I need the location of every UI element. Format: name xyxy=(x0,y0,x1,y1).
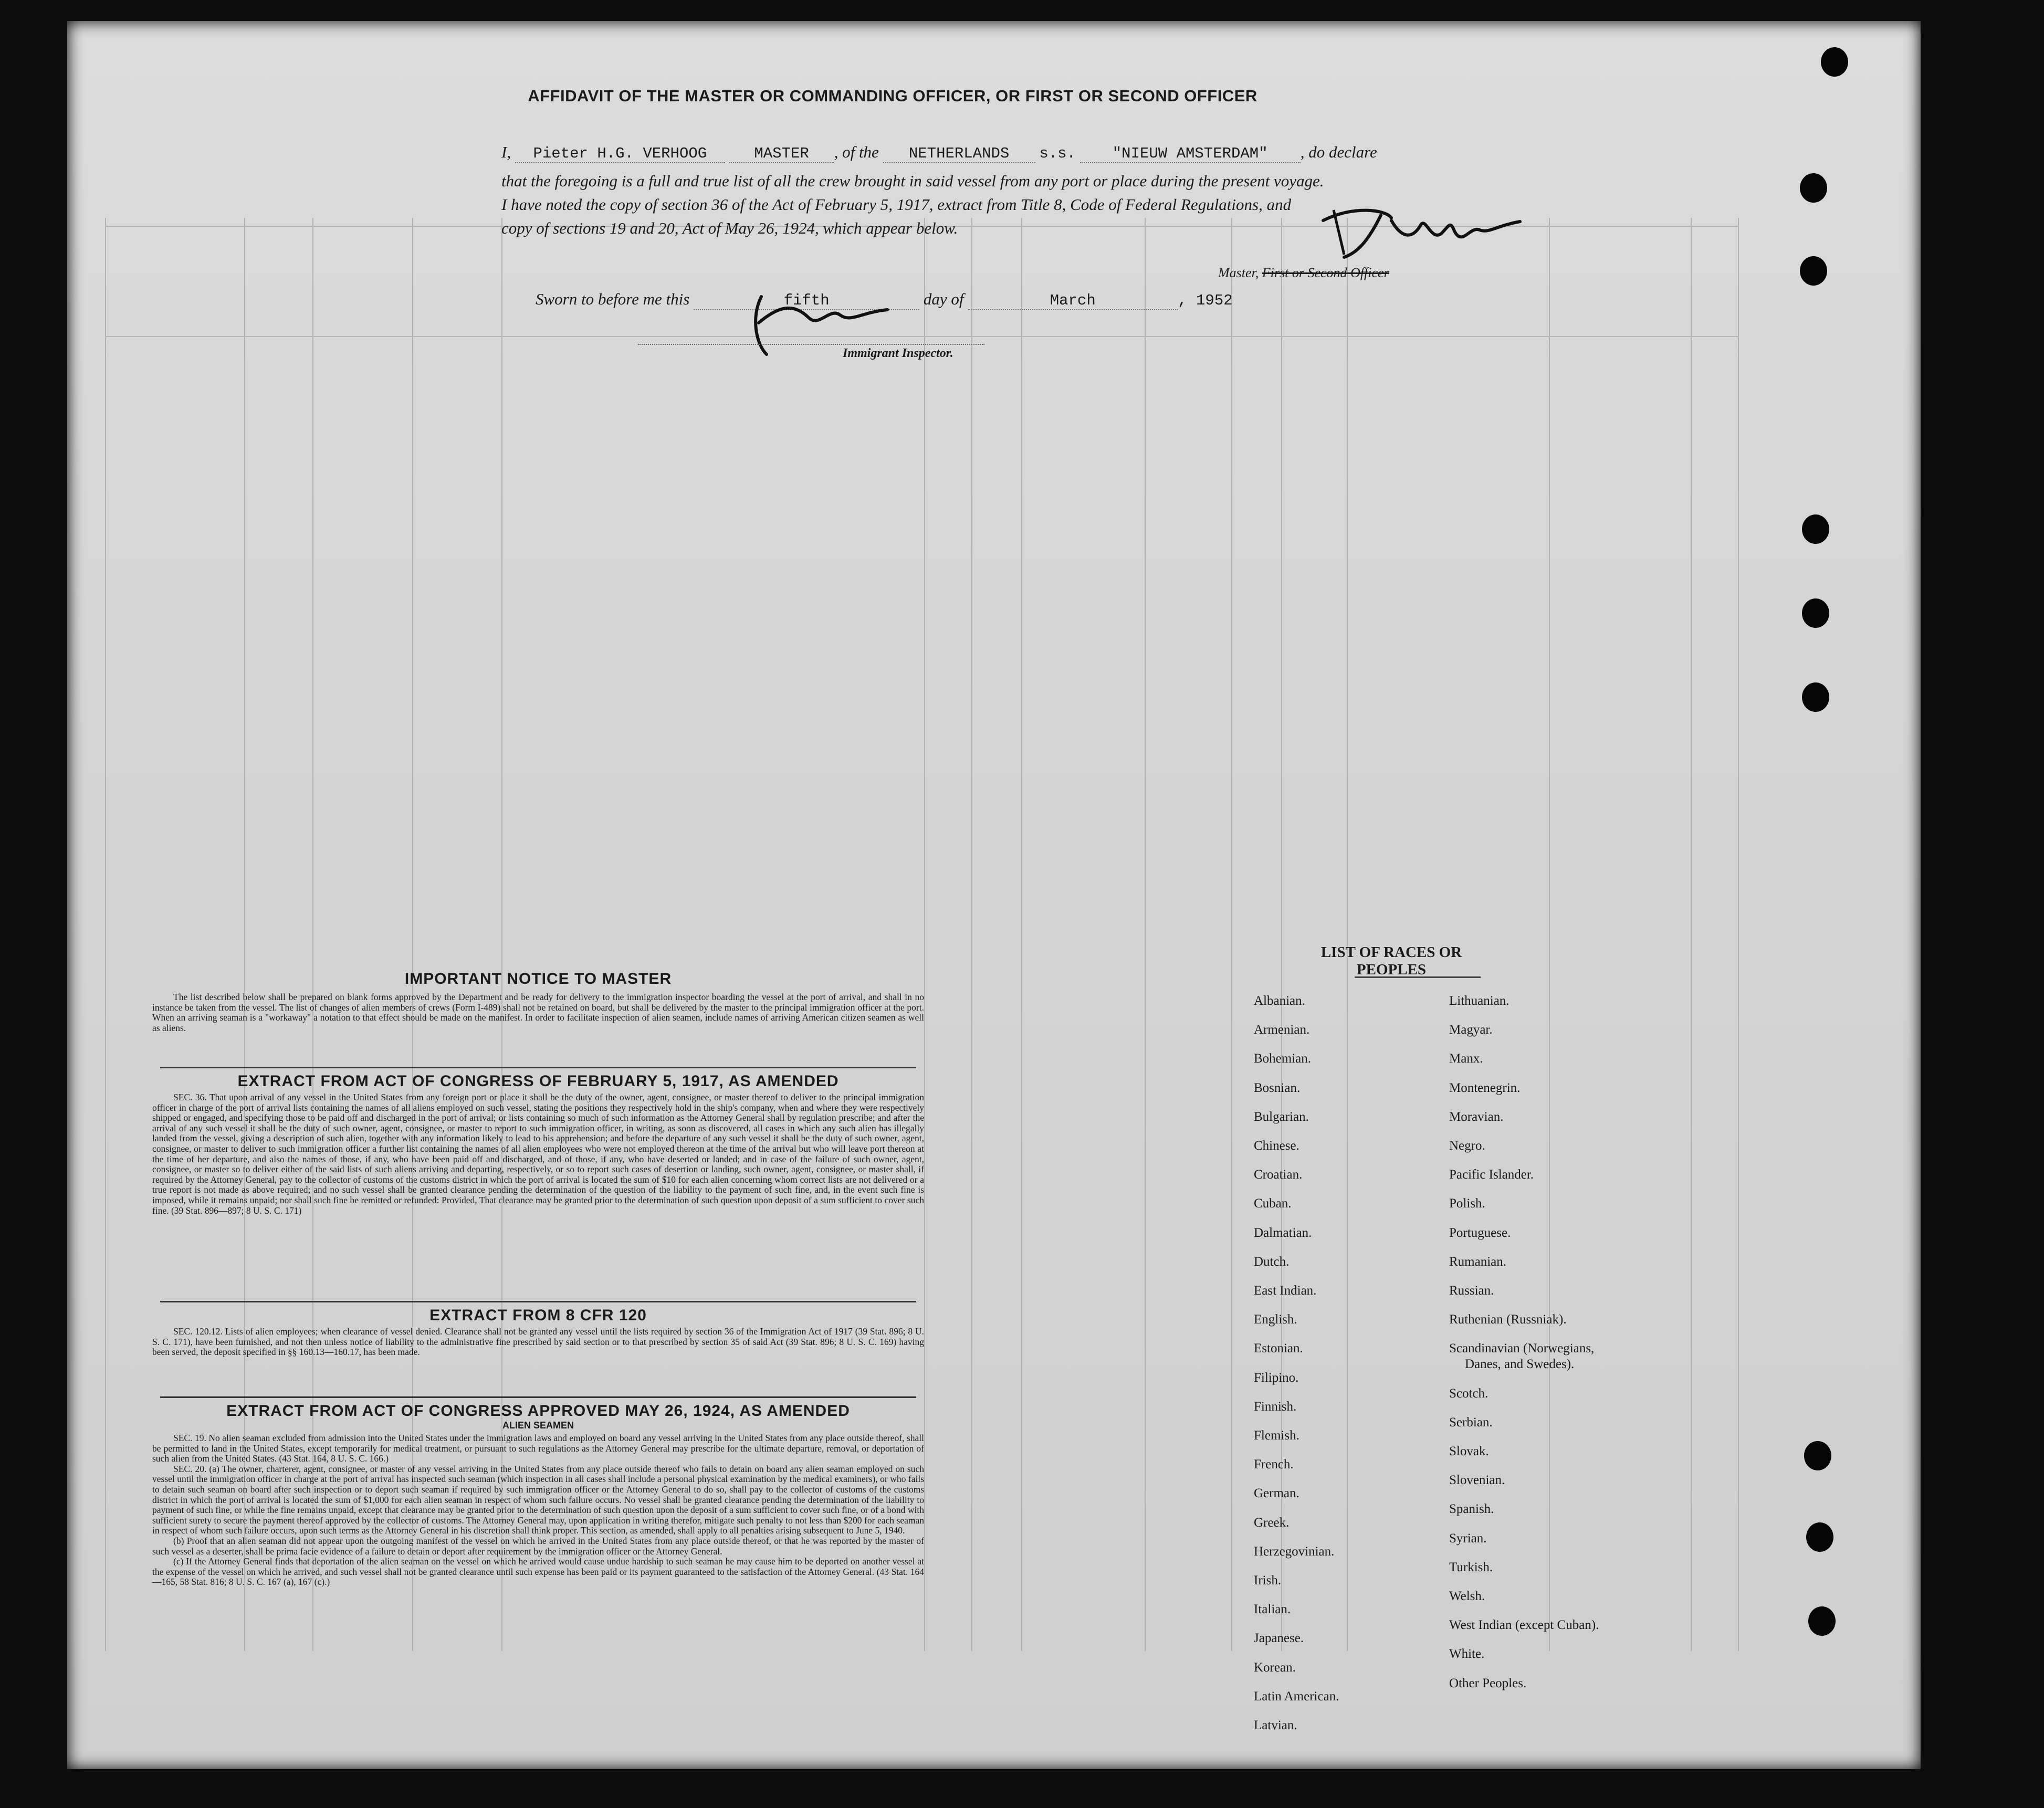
section-rule xyxy=(160,1301,916,1302)
race-item: Finnish. xyxy=(1254,1399,1297,1414)
affidavit-line-2: that the foregoing is a full and true list of all the crew brought in said vessel from any port or place during the present voyage. xyxy=(501,172,1324,190)
race-item: Welsh. xyxy=(1449,1589,1485,1603)
extract-1924-title: EXTRACT FROM ACT OF CONGRESS APPROVED MAY 26, 1924, AS AMENDED xyxy=(226,1402,850,1420)
of-the-label: , of the xyxy=(834,143,879,161)
race-item: Ruthenian (Russniak). xyxy=(1449,1312,1567,1327)
day-of-label: day of xyxy=(923,290,964,308)
extract-1917-body: SEC. 36. That upon arrival of any vessel in the United States from any foreign port or place it shall be the duty of the owner, agent, consignee, or master thereof to deliver to the principal immigration officer in charge of the port of arrival lists containing the names of all aliens employed on such vessel, stating the positions they respectively hold in the ship's company, when and where they were respectively shipped or engaged, and specifying those to be paid off and discharged in the port of arrival; or lists containing so much of such information as the Attorney General shall by regulation prescribe; and after the arrival of any such vessel it shall be the duty of such owner, agent, consignee, or master to report to such immigration officer, in writing, as soon as discovered, all cases in which any such alien has illegally landed from the vessel, giving a description of such alien, together with any information likely to lead to his apprehension; and before the departure of any such vessel it shall be the duty of such owner, agent, consignee, or master to deliver to such immigration officer a further list containing the names of all alien employees who were not employed thereon at the time of the arrival but who will leave port thereon at the time of her departure, and also the names of those, if any, who have been paid off and discharged, and of those, if any, who have deserted or landed; and in case of the failure of such owner, agent, consignee, or master so to deliver either of the said lists of such aliens arriving and departing, respectively, or so to report such cases of desertion or landing, such owner, agent, consignee, or master shall, if required by the Attorney General, pay to the collector of customs of the customs district in which the port of arrival is located the sum of $10 for each alien concerning whom correct lists are not delivered or a true report is not made as above required; and no such vessel shall be granted clearance pending the determination of the question of the liability to the payment of such fine, and, in the event such fine is imposed, while it remains unpaid; nor shall such fine be remitted or refunded: Provided, That clearance may be granted prior to the determination of such question upon deposit of a sum sufficient to cover such fine. (39 Stat. 896—897; 8 U. S. C. 171) xyxy=(152,1092,924,1216)
punch-hole xyxy=(1802,598,1829,628)
vessel-nationality: NETHERLANDS xyxy=(908,145,1010,162)
race-item: Latin American. xyxy=(1254,1689,1339,1704)
race-item: Korean. xyxy=(1254,1660,1296,1675)
race-item: Estonian. xyxy=(1254,1341,1303,1356)
sworn-day: fifth xyxy=(783,292,830,309)
race-item: White. xyxy=(1449,1647,1485,1662)
race-item: Bohemian. xyxy=(1254,1052,1312,1066)
race-item: Italian. xyxy=(1254,1602,1291,1617)
race-item: Dalmatian. xyxy=(1254,1225,1312,1240)
extract-1917 xyxy=(152,1061,924,1216)
punch-hole xyxy=(1821,47,1848,77)
affidavit-line-4: copy of sections 19 and 20, Act of May 26, 1924, which appear below. xyxy=(501,219,958,237)
sworn-label: Sworn to before me this xyxy=(536,290,690,308)
affidavit-line-3: I have noted the copy of section 36 of the Act of February 5, 1917, extract from Title 8, Code of Federal Regulations, and xyxy=(501,195,1292,214)
race-item: Slovenian. xyxy=(1449,1473,1505,1488)
notice-title: IMPORTANT NOTICE TO MASTER xyxy=(404,970,672,987)
race-item: Slovak. xyxy=(1449,1444,1489,1458)
race-item: Danes, and Swedes). xyxy=(1465,1357,1575,1372)
race-item: Bulgarian. xyxy=(1254,1109,1309,1124)
extract-1924 xyxy=(152,1391,924,1588)
extract-1924-para1: SEC. 19. No alien seaman excluded from admission into the United States under the immigration laws and employed on board any vessel arriving in the United States from any place outside thereof, shall be permitted to land in the United States, except temporarily for medical treatment, or pursuant to such regulations as the Attorney General may prescribe for the ultimate departure, removal, or deportation of such alien from the United States. (43 Stat. 164, 8 U. S. C. 166.) xyxy=(152,1433,924,1464)
race-item: Other Peoples. xyxy=(1449,1676,1527,1690)
race-item: Turkish. xyxy=(1449,1560,1493,1574)
extract-1917-title: EXTRACT FROM ACT OF CONGRESS OF FEBRUARY 5, 1917, AS AMENDED xyxy=(237,1073,839,1090)
race-item: Croatian. xyxy=(1254,1168,1303,1182)
master-label: Master, xyxy=(1218,265,1259,280)
punch-hole xyxy=(1806,1522,1833,1552)
race-item: Moravian. xyxy=(1449,1109,1504,1124)
punch-hole xyxy=(1802,682,1829,712)
i-label: I, xyxy=(501,143,511,161)
declare-label: , do declare xyxy=(1300,143,1377,161)
race-item: Herzegovinian. xyxy=(1254,1544,1335,1559)
extract-8cfr xyxy=(152,1296,924,1358)
sworn-year: , 1952 xyxy=(1178,292,1233,309)
race-item: Pacific Islander. xyxy=(1449,1168,1534,1182)
race-item: West Indian (except Cuban). xyxy=(1449,1618,1599,1633)
race-item: Armenian. xyxy=(1254,1023,1310,1037)
race-item: Greek. xyxy=(1254,1515,1290,1530)
race-item: Manx. xyxy=(1449,1052,1483,1066)
notice-body: The list described below shall be prepared on blank forms approved by the Department and be ready for delivery to the immigration inspector boarding the vessel at the port of arrival, and shall in no instance be taken from the vessel. The list of changes of alien members of crews (Form I-489) shall not be retained on board, but shall be delivered by the master to the principal immigration officer at the port. When an arriving seaman is a "workaway" a notation to that effect should be made on the manifest. In order to facilitate inspection of alien seamen, include names of arriving American citizen seamen as well as aliens. xyxy=(152,992,924,1033)
race-item: Filipino. xyxy=(1254,1370,1299,1385)
race-item: Bosnian. xyxy=(1254,1080,1301,1095)
extract-1924-subtitle: ALIEN SEAMEN xyxy=(502,1420,574,1431)
race-item: Flemish. xyxy=(1254,1428,1299,1443)
race-item: Albanian. xyxy=(1254,994,1305,1008)
inspector-signature-line xyxy=(638,344,984,345)
race-item: Japanese. xyxy=(1254,1631,1304,1646)
race-item: Serbian. xyxy=(1449,1415,1493,1429)
inspector-label: Immigrant Inspector. xyxy=(843,346,953,360)
race-item: Scandinavian (Norwegians, xyxy=(1449,1341,1595,1356)
race-item: English. xyxy=(1254,1312,1297,1327)
punch-hole xyxy=(1804,1441,1831,1470)
races-title: LIST OF RACES OR PEOPLES xyxy=(1320,944,1462,978)
sworn-month: March xyxy=(1050,292,1096,309)
race-item: Portuguese. xyxy=(1449,1225,1511,1240)
master-line xyxy=(1218,265,1389,281)
punch-hole xyxy=(1802,514,1829,544)
race-item: East Indian. xyxy=(1254,1284,1317,1298)
master-signature xyxy=(1313,189,1528,262)
section-rule xyxy=(160,1067,916,1068)
race-item: Cuban. xyxy=(1254,1196,1292,1211)
race-item: Scotch. xyxy=(1449,1386,1489,1401)
vessel-prefix: s.s. xyxy=(1039,145,1076,162)
race-item: Polish. xyxy=(1449,1196,1485,1211)
race-item: Magyar. xyxy=(1449,1023,1493,1037)
punch-hole xyxy=(1808,1606,1836,1636)
punch-hole xyxy=(1800,173,1827,203)
race-item: Syrian. xyxy=(1449,1531,1487,1546)
master-struck-text: First or Second Officer xyxy=(1262,265,1389,280)
race-item: Montenegrin. xyxy=(1449,1080,1521,1095)
punch-hole xyxy=(1800,256,1827,286)
officer-name: Pieter H.G. VERHOOG xyxy=(533,145,707,162)
vessel-name: "NIEUW AMSTERDAM" xyxy=(1112,145,1268,162)
affidavit-line-1 xyxy=(501,143,1377,163)
race-item: Spanish. xyxy=(1449,1502,1494,1517)
races-rule xyxy=(1355,976,1481,978)
important-notice xyxy=(152,970,924,1033)
race-item: Rumanian. xyxy=(1449,1254,1507,1269)
extract-8cfr-body: SEC. 120.12. Lists of alien employees; when clearance of vessel denied. Clearance shall not be granted any vessel until the lists required by section 36 of the Immigration Act of 1917 (39 Stat. 896; 8 U. S. C. 171), have been furnished, and not then unless notice of liability to the administrative fine prescribed by said section or to that prescribed by section 35 of said Act (39 Stat. 896; 8 U. S. C. 169) having been served, the deposit specified in §§ 160.13—160.17, has been made. xyxy=(152,1326,924,1358)
extract-1924-para2: SEC. 20. (a) The owner, charterer, agent, consignee, or master of any vessel arriving in the United States from any place outside thereof who fails to detain on board any alien seaman employed on such vessel until the immigration officer in charge at the port of arrival has inspected such seaman (which inspection in all cases shall include a personal physical examination by the medical examiners), or who fails to detain such seaman on board after such inspection or to deport such seaman if required by such immigration officer or the Attorney General to do so, shall pay to the collector of customs of the customs district in which the port of arrival is located the sum of $1,000 for each alien seaman in respect of whom such failure occurs. No vessel shall be granted clearance pending the determination of the liability to payment of such fine, or while the fine remains unpaid, except that clearance may be granted prior to the determination of such question upon the deposit of a sum sufficient to cover such fine, or of a bond with sufficient surety to secure the payment thereof approved by the collector of customs. The Attorney General may, upon application in writing therefor, mitigate such penalty to not less than $200 for each seaman in respect of whom such failure occurs, upon such terms as the Attorney General in his discretion shall think proper. This section, as amended, shall apply to all penalties arising subsequent to June 5, 1940. xyxy=(152,1463,924,1536)
race-item: Irish. xyxy=(1254,1573,1282,1588)
race-item: Latvian. xyxy=(1254,1718,1297,1732)
race-item: Lithuanian. xyxy=(1449,994,1510,1008)
race-item: German. xyxy=(1254,1486,1299,1501)
race-item: Dutch. xyxy=(1254,1254,1290,1269)
section-rule xyxy=(160,1396,916,1398)
race-item: Negro. xyxy=(1449,1139,1485,1153)
extract-1924-para4: (c) If the Attorney General finds that deportation of the alien seaman on the vessel on which he arrived would cause undue hardship to such seaman he may cause him to be deported on another vessel at the expense of the vessel on which he arrived, and such vessel shall not be granted clearance until such expense has been paid or its payment guaranteed to the satisfaction of the Attorney General. (43 Stat. 164—165, 58 Stat. 816; 8 U. S. C. 167 (a), 167 (c).) xyxy=(152,1556,924,1588)
affidavit-title: AFFIDAVIT OF THE MASTER OR COMMANDING OFFICER, OR FIRST OR SECOND OFFICER xyxy=(528,87,1257,105)
extract-1924-para3: (b) Proof that an alien seaman did not appear upon the outgoing manifest of the vessel on which he arrived in the United States from any place outside thereof, or that he was reported by the master of such vessel as a deserter, shall be prima facie evidence of a failure to detain or deport after requirement by the immigration officer or the Attorney General. xyxy=(152,1535,924,1557)
race-item: French. xyxy=(1254,1457,1294,1472)
officer-rank: MASTER xyxy=(754,145,809,162)
race-item: Chinese. xyxy=(1254,1139,1299,1153)
extract-8cfr-title: EXTRACT FROM 8 CFR 120 xyxy=(429,1307,647,1324)
race-item: Russian. xyxy=(1449,1284,1494,1298)
